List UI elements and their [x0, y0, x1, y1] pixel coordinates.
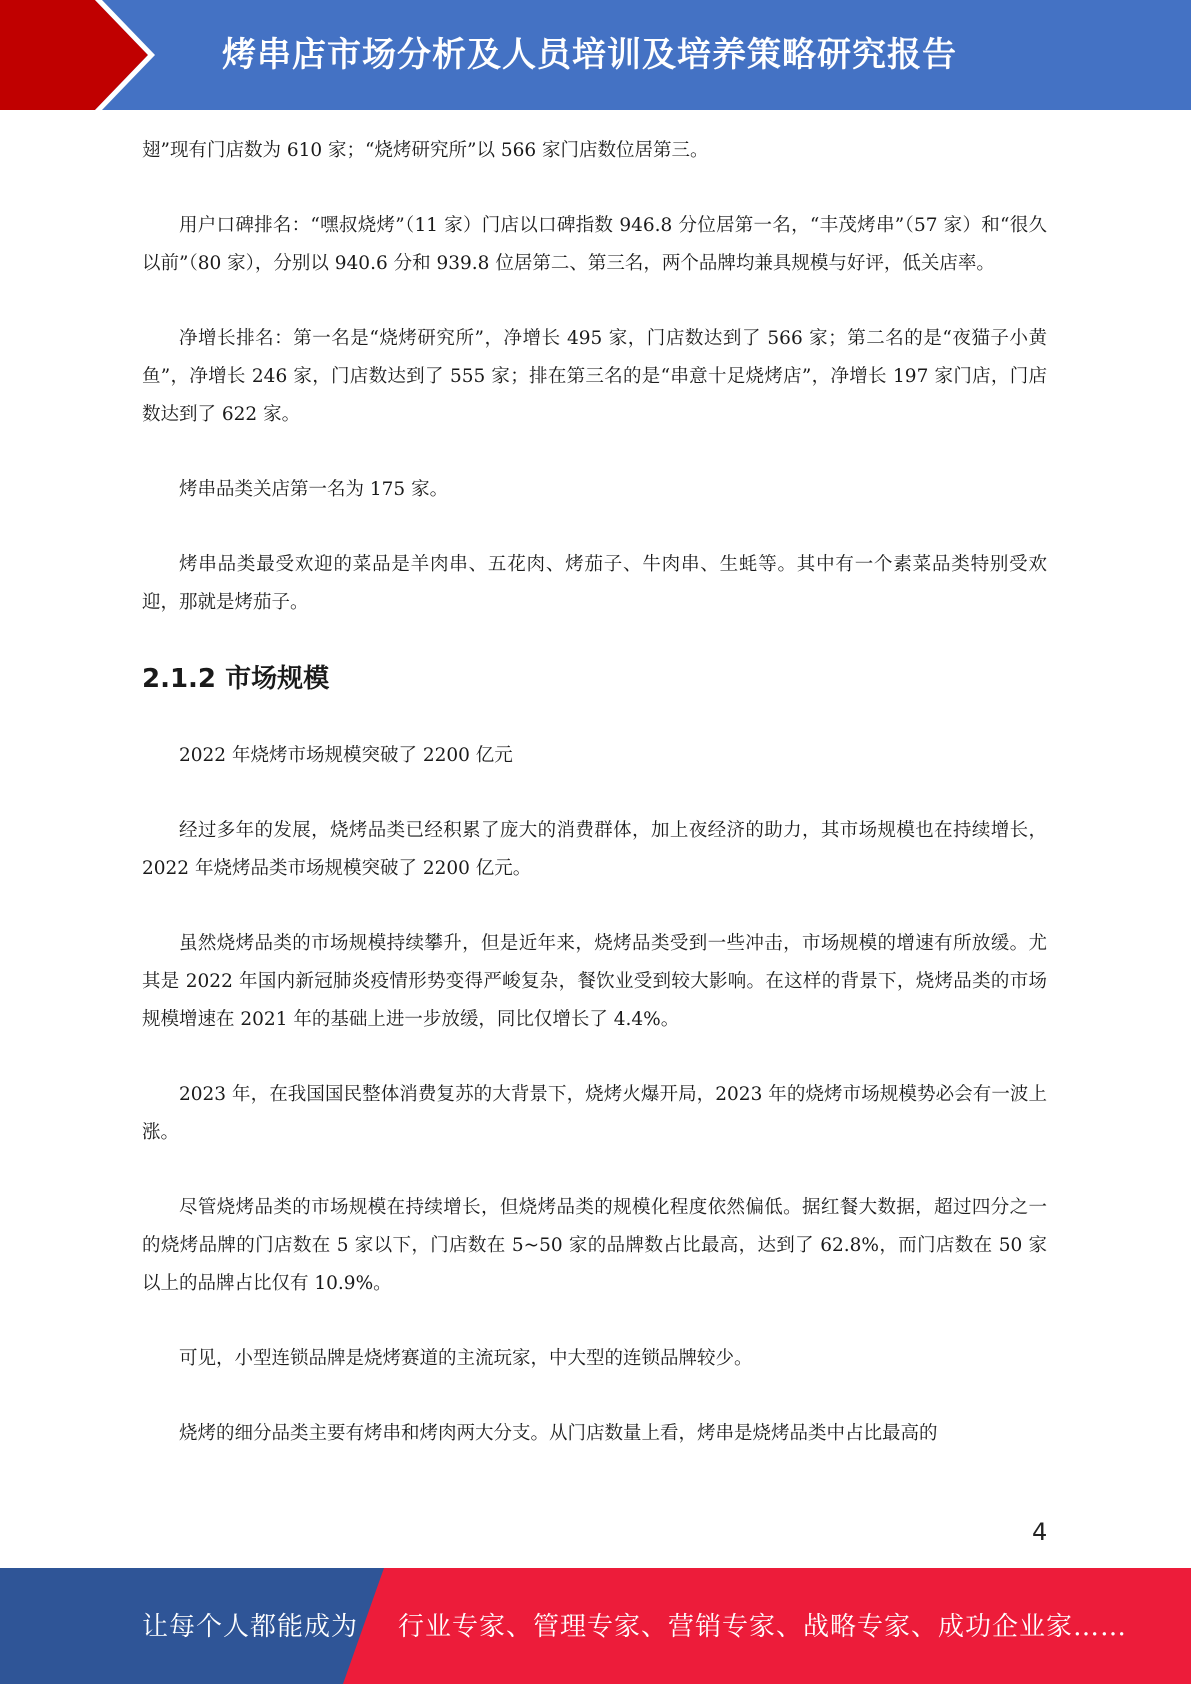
paragraph: 用户口碑排名：“嘿叔烧烤”（11 家）门店以口碑指数 946.8 分位居第一名，“丰茂烤串”（57 家）和“很久以前”（80 家），分别以 940.6 分和 939.8 位居第二、第三名，两个品牌均兼具规模与好评，低关店率。 [142, 215, 1047, 274]
paragraph: 烤串品类最受欢迎的菜品是羊肉串、五花肉、烤茄子、牛肉串、生蚝等。其中有一个素菜品类特别受欢迎，那就是烤茄子。 [142, 554, 1047, 613]
paragraph: 经过多年的发展，烧烤品类已经积累了庞大的消费群体，加上夜经济的助力，其市场规模也在持续增长，2022 年烧烤品类市场规模突破了 2200 亿元。 [142, 820, 1047, 879]
header-chevron-graphic [0, 0, 160, 110]
document-body [142, 132, 1047, 1490]
paragraph: 翅”现有门店数为 610 家；“烧烤研究所”以 566 家门店数位居第三。 [142, 140, 709, 161]
report-title: 烤串店市场分析及人员培训及培养策略研究报告 [222, 35, 957, 75]
paragraph: 烧烤的细分品类主要有烤串和烤肉两大分支。从门店数量上看，烤串是烧烤品类中占比最高的 [179, 1423, 938, 1444]
paragraph: 可见，小型连锁品牌是烧烤赛道的主流玩家，中大型的连锁品牌较少。 [179, 1348, 753, 1369]
paragraph: 2022 年烧烤市场规模突破了 2200 亿元 [179, 745, 513, 766]
paragraph: 虽然烧烤品类的市场规模持续攀升，但是近年来，烧烤品类受到一些冲击，市场规模的增速有所放缓。尤其是 2022 年国内新冠肺炎疫情形势变得严峻复杂，餐饮业受到较大影响。在这样的背景下，烧烤品类的市场规模增速在 2021 年的基础上进一步放缓，同比仅增长了 4.4%。 [142, 933, 1047, 1030]
header-band [0, 0, 1191, 110]
footer-band [0, 1568, 1191, 1684]
paragraph: 2023 年，在我国国民整体消费复苏的大背景下，烧烤火爆开局，2023 年的烧烤市场规模势必会有一波上涨。 [142, 1084, 1047, 1143]
page-number: 4 [1032, 1518, 1048, 1546]
paragraph: 烤串品类关店第一名为 175 家。 [179, 479, 449, 500]
section-heading: 2.1.2 市场规模 [142, 664, 330, 694]
footer-slogan-right: 行业专家、管理专家、营销专家、战略专家、成功企业家…… [398, 1612, 1128, 1642]
footer-slogan-left: 让每个人都能成为 [142, 1612, 359, 1642]
paragraph: 净增长排名：第一名是“烧烤研究所”，净增长 495 家，门店数达到了 566 家；第二名的是“夜猫子小黄鱼”，净增长 246 家，门店数达到了 555 家；排在第三名的是“串意十足烧烤店”，净增长 197 家门店，门店数达到了 622 家。 [142, 328, 1047, 425]
paragraph: 尽管烧烤品类的市场规模在持续增长，但烧烤品类的规模化程度依然偏低。据红餐大数据，超过四分之一的烧烤品牌的门店数在 5 家以下，门店数在 5~50 家的品牌数占比最高，达到了 62.8%，而门店数在 50 家以上的品牌占比仅有 10.9%。 [142, 1197, 1047, 1294]
